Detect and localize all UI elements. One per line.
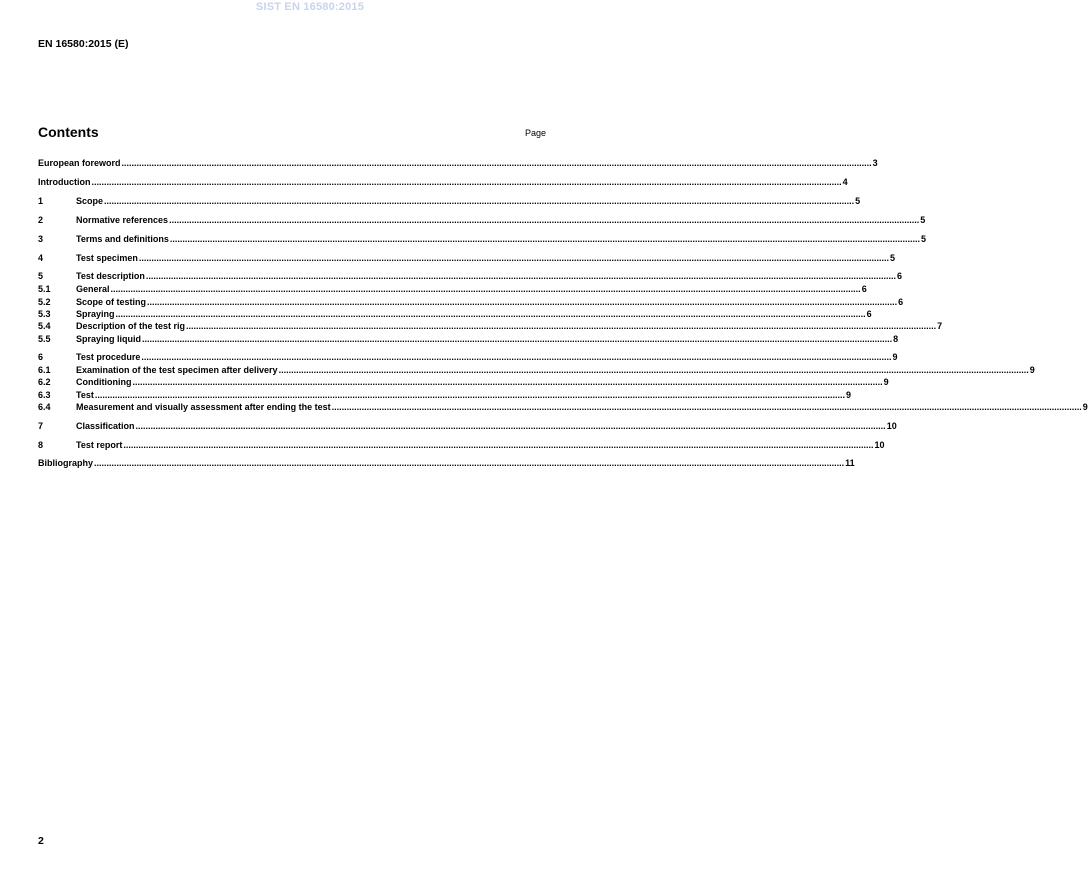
toc-leader-dots: ............................................................................................................................................................................................................................................................................................................ [94,458,845,468]
toc-leader-dots: ............................................................................................................................................................................................................................................................................................................ [331,402,1082,412]
toc-entry-title: Spraying [76,309,115,319]
toc-entry-number: 8 [38,440,44,450]
toc-entry-page: 9 [846,390,852,400]
toc-entry[interactable] [38,376,889,388]
toc-entry-page: 6 [897,271,903,281]
toc-entry-title: Scope [76,196,104,206]
toc-leader-dots: ............................................................................................................................................................................................................................................................................................................ [169,215,920,225]
toc-entry-number: 6.1 [38,365,51,375]
toc-entry-number: 2 [38,215,44,225]
toc-entry-number: 5 [38,271,44,281]
toc-entry-number: 7 [38,421,44,431]
toc-entry[interactable] [38,439,885,451]
toc-entry-page: 7 [937,321,943,331]
toc-entry-title: Introduction [38,177,91,187]
toc-entry-page: 6 [861,284,867,294]
toc-entry[interactable] [38,389,852,401]
toc-entry[interactable] [38,364,1035,376]
toc-entry-number: 5.1 [38,284,51,294]
toc-leader-dots: ............................................................................................................................................................................................................................................................................................................ [138,253,890,263]
toc-entry-page: 8 [893,334,899,344]
toc-leader-dots: ............................................................................................................................................................................................................................................................................................................ [94,390,845,400]
toc-entry-title: Test specimen [76,253,138,263]
toc-entry-number: 5.3 [38,309,51,319]
toc-leader-dots: ............................................................................................................................................................................................................................................................................................................ [115,309,866,319]
toc-entry-page: 9 [892,352,898,362]
toc-entry-title: Conditioning [76,377,132,387]
toc-entry[interactable] [38,457,855,469]
toc-entry[interactable] [38,283,867,295]
toc-leader-dots: ............................................................................................................................................................................................................................................................................................................ [278,365,1029,375]
toc-entry[interactable] [38,195,861,207]
toc-entry-number: 6 [38,352,44,362]
toc-entry-title: Scope of testing [76,297,147,307]
toc-entry-title: Classification [76,421,135,431]
toc-entry-number: 6.2 [38,377,51,387]
toc-entry-page: 5 [855,196,861,206]
toc-entry-page: 5 [921,234,927,244]
toc-entry-page: 4 [842,177,848,187]
toc-entry[interactable] [38,270,903,282]
toc-leader-dots: ............................................................................................................................................................................................................................................................................................................ [186,321,937,331]
toc-leader-dots: ............................................................................................................................................................................................................................................................................................................ [141,352,892,362]
toc-entry-page: 9 [1029,365,1035,375]
toc-leader-dots: ............................................................................................................................................................................................................................................................................................................ [110,284,861,294]
toc-entry-title: Description of the test rig [76,321,186,331]
toc-entry[interactable] [38,308,872,320]
toc-entry-page: 10 [886,421,897,431]
toc-leader-dots: ............................................................................................................................................................................................................................................................................................................ [135,421,886,431]
toc-entry-number: 6.3 [38,390,51,400]
toc-entry-page: 6 [866,309,872,319]
toc-entry-title: European foreword [38,158,121,168]
toc-entry[interactable] [38,176,848,188]
toc-leader-dots: ............................................................................................................................................................................................................................................................................................................ [142,334,893,344]
toc-entry-title: Bibliography [38,458,94,468]
toc-entry-title: Terms and definitions [76,234,169,244]
toc-entry-number: 3 [38,234,44,244]
toc-entry-number: 5.4 [38,321,51,331]
toc-entry-page: 5 [890,253,896,263]
toc-entry-title: Test description [76,271,145,281]
toc-entry-title: Test report [76,440,123,450]
toc-leader-dots: ............................................................................................................................................................................................................................................................................................................ [169,234,920,244]
toc-entry-number: 6.4 [38,402,51,412]
toc-leader-dots: ............................................................................................................................................................................................................................................................................................................ [132,377,883,387]
toc-entry-page: 9 [883,377,889,387]
toc-entry-number: 5.5 [38,334,51,344]
toc-entry-page: 3 [872,158,878,168]
toc-entry-title: Spraying liquid [76,334,142,344]
toc-entry[interactable] [38,157,878,169]
toc-leader-dots: ............................................................................................................................................................................................................................................................................................................ [147,297,898,307]
toc-entry[interactable] [38,420,897,432]
toc-entry-title: Test [76,390,94,400]
contents-heading: Contents [38,124,99,140]
watermark: SIST EN 16580:2015 [255,1,365,13]
toc-entry-number: 1 [38,196,44,206]
toc-entry-title: General [76,284,110,294]
page-column-label: Page [524,128,546,138]
page-number: 2 [38,835,44,847]
toc-entry[interactable] [38,296,904,308]
toc-entry-title: Measurement and visually assessment after ending the test [76,402,331,412]
toc-leader-dots: ............................................................................................................................................................................................................................................................................................................ [123,440,874,450]
toc-entry[interactable] [38,252,896,264]
toc-entry-title: Test procedure [76,352,141,362]
toc-entry-page: 6 [898,297,904,307]
document-id: EN 16580:2015 (E) [38,38,129,50]
toc-leader-dots: ............................................................................................................................................................................................................................................................................................................ [121,158,872,168]
toc-entry[interactable] [38,351,898,363]
toc-leader-dots: ............................................................................................................................................................................................................................................................................................................ [91,177,842,187]
toc-entry-page: 5 [920,215,926,225]
toc-entry-page: 9 [1082,402,1088,412]
toc-entry[interactable] [38,233,927,245]
toc-entry-title: Examination of the test specimen after delivery [76,365,278,375]
toc-entry[interactable] [38,214,926,226]
toc-entry[interactable] [38,401,1088,413]
toc-entry[interactable] [38,333,899,345]
toc-entry[interactable] [38,320,943,332]
toc-entry-number: 4 [38,253,44,263]
toc-entry-title: Normative references [76,215,169,225]
toc-entry-page: 10 [874,440,885,450]
toc-entry-number: 5.2 [38,297,51,307]
toc-entry-page: 11 [845,458,855,468]
toc-leader-dots: ............................................................................................................................................................................................................................................................................................................ [145,271,897,281]
toc-leader-dots: ............................................................................................................................................................................................................................................................................................................ [104,196,855,206]
